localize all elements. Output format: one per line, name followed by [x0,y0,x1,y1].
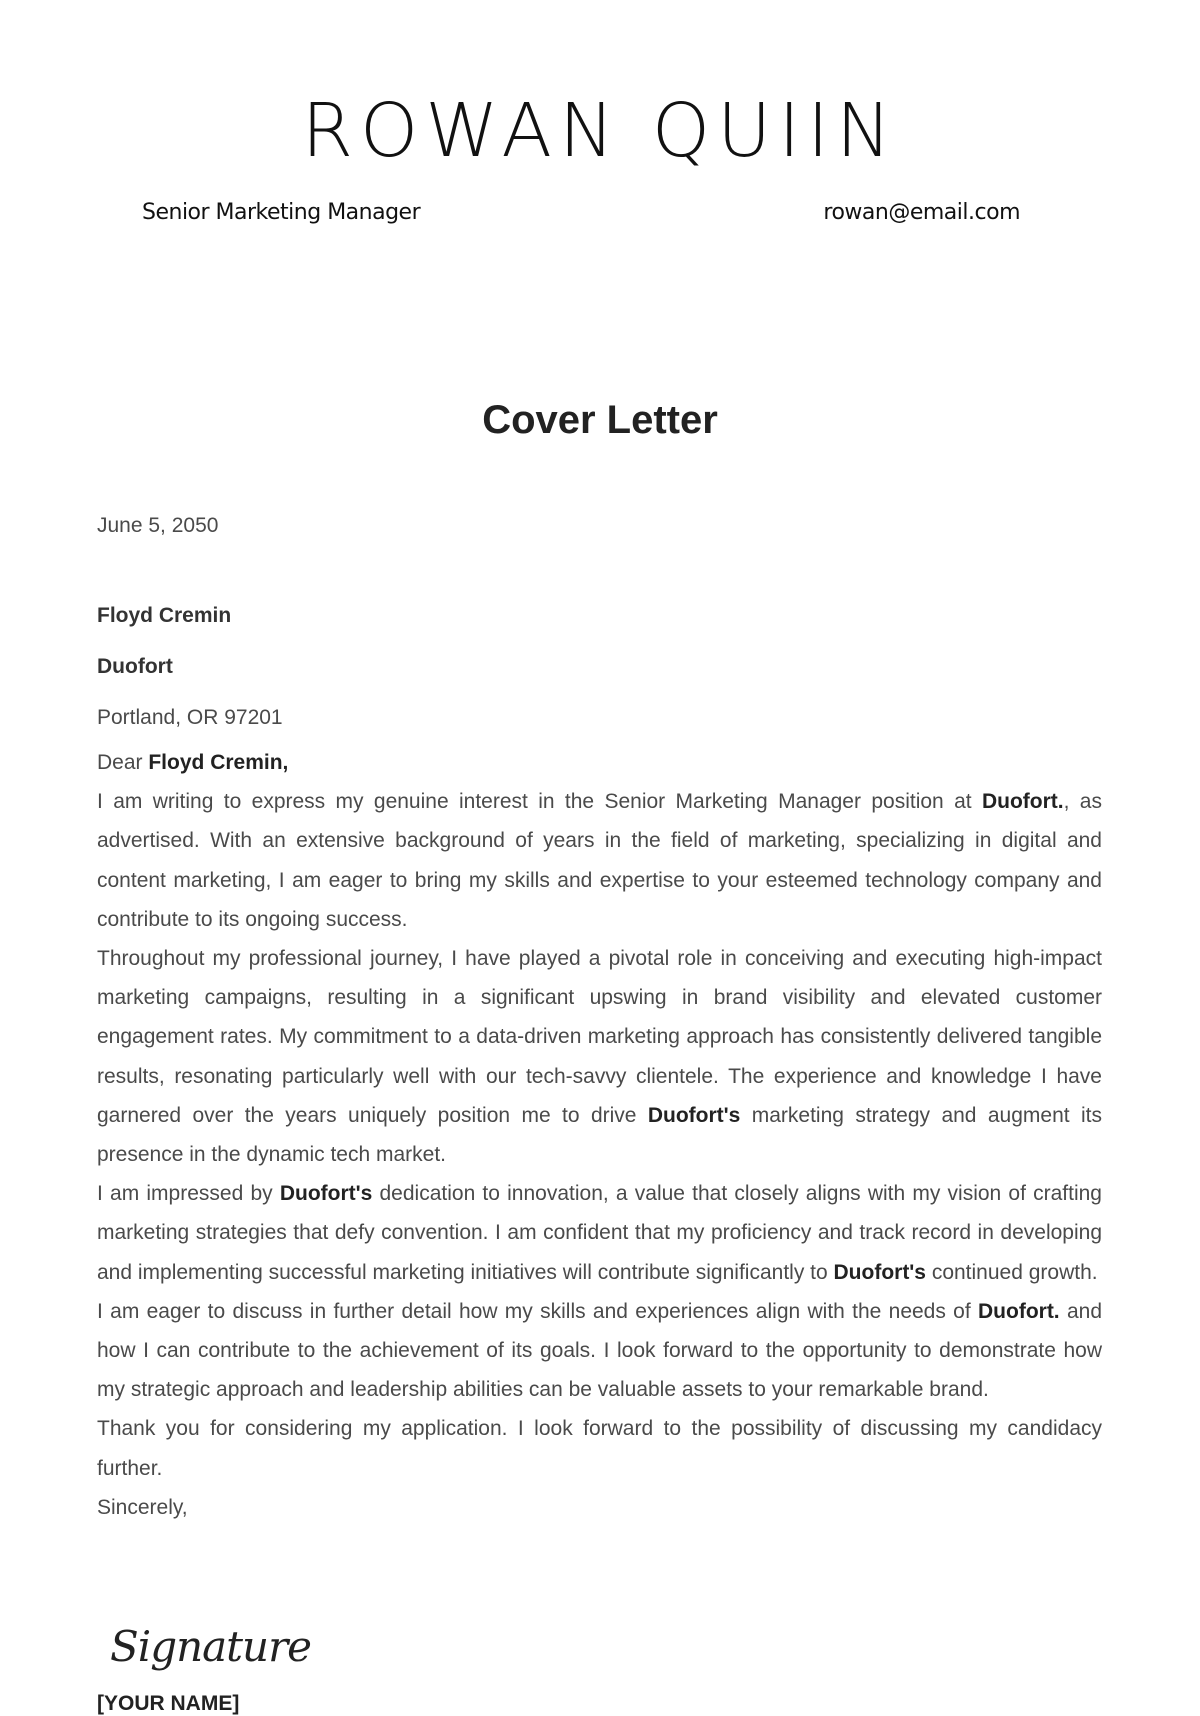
paragraph-4 [97,1292,1102,1410]
recipient-address: Portland, OR 97201 [97,706,283,729]
text: Throughout my professional journey, I have played a pivotal role in conceiving and executing high-impact marketing campaigns, resulting in a significant upswing in brand visibility and elevated customer engagement rates. My commitment to a data-driven marketing approach has consistently delivered tangible results, resonating particularly well with our tech-savvy clientele. The experience and knowledge I have garnered over the years uniquely position me to drive [97,947,1102,1127]
signature-image: Signature [110,1622,312,1671]
closing: Sincerely, [97,1495,188,1519]
letter-date: June 5, 2050 [97,514,219,537]
company-mention: Duofort. [978,1299,1060,1323]
text: I am impressed by [97,1182,280,1206]
company-mention: Duofort. [981,790,1064,814]
paragraph-1 [97,782,1102,939]
text: dedication to innovation, a value that closely aligns with my vision of crafting marketing strategies that defy convention. I am confident that my proficiency and track record in developing and implementing successful marketing initiatives will contribute significantly to [97,1182,1102,1284]
salutation [97,743,1102,782]
text: I am eager to discuss in further detail how my skills and experiences align with the needs of [97,1299,978,1323]
text: and how I can contribute to the achievement of its goals. I look forward to the opportunity to demonstrate how my strategic approach and leadership abilities can be valuable assets to your remarkable brand. [97,1299,1103,1402]
salutation-name: Floyd Cremin, [148,751,289,774]
document-heading: Cover Letter [482,398,718,442]
job-title: Senior Marketing Manager [142,200,421,225]
text: continued growth. [925,1260,1098,1284]
paragraph-3 [97,1174,1102,1292]
text: I am writing to express my genuine interest in the Senior Marketing Manager position at [97,790,982,814]
recipient-name: Floyd Cremin [97,604,232,627]
your-name-placeholder: [YOUR NAME] [97,1692,240,1715]
email-address: rowan@email.com [823,200,1020,225]
paragraph-2 [97,939,1102,1174]
applicant-name: ROWAN QUIIN [301,88,899,174]
letter-body [97,743,1102,1527]
company-mention: Duofort's [833,1260,926,1284]
company-mention: Duofort's [647,1103,741,1127]
recipient-company: Duofort [97,655,173,678]
text: marketing strategy and augment its presence in the dynamic tech market. [97,1103,1102,1167]
company-mention: Duofort's [279,1182,373,1206]
text: , as advertised. With an extensive background of years in the field of marketing, specializing in digital and content marketing, I am eager to bring my skills and expertise to your esteemed technology company and contribute to its ongoing success. [97,790,1102,931]
salutation-prefix: Dear [97,751,149,774]
paragraph-5: Thank you for considering my application. I look forward to the possibility of discussing my candidacy further. [97,1417,1102,1480]
